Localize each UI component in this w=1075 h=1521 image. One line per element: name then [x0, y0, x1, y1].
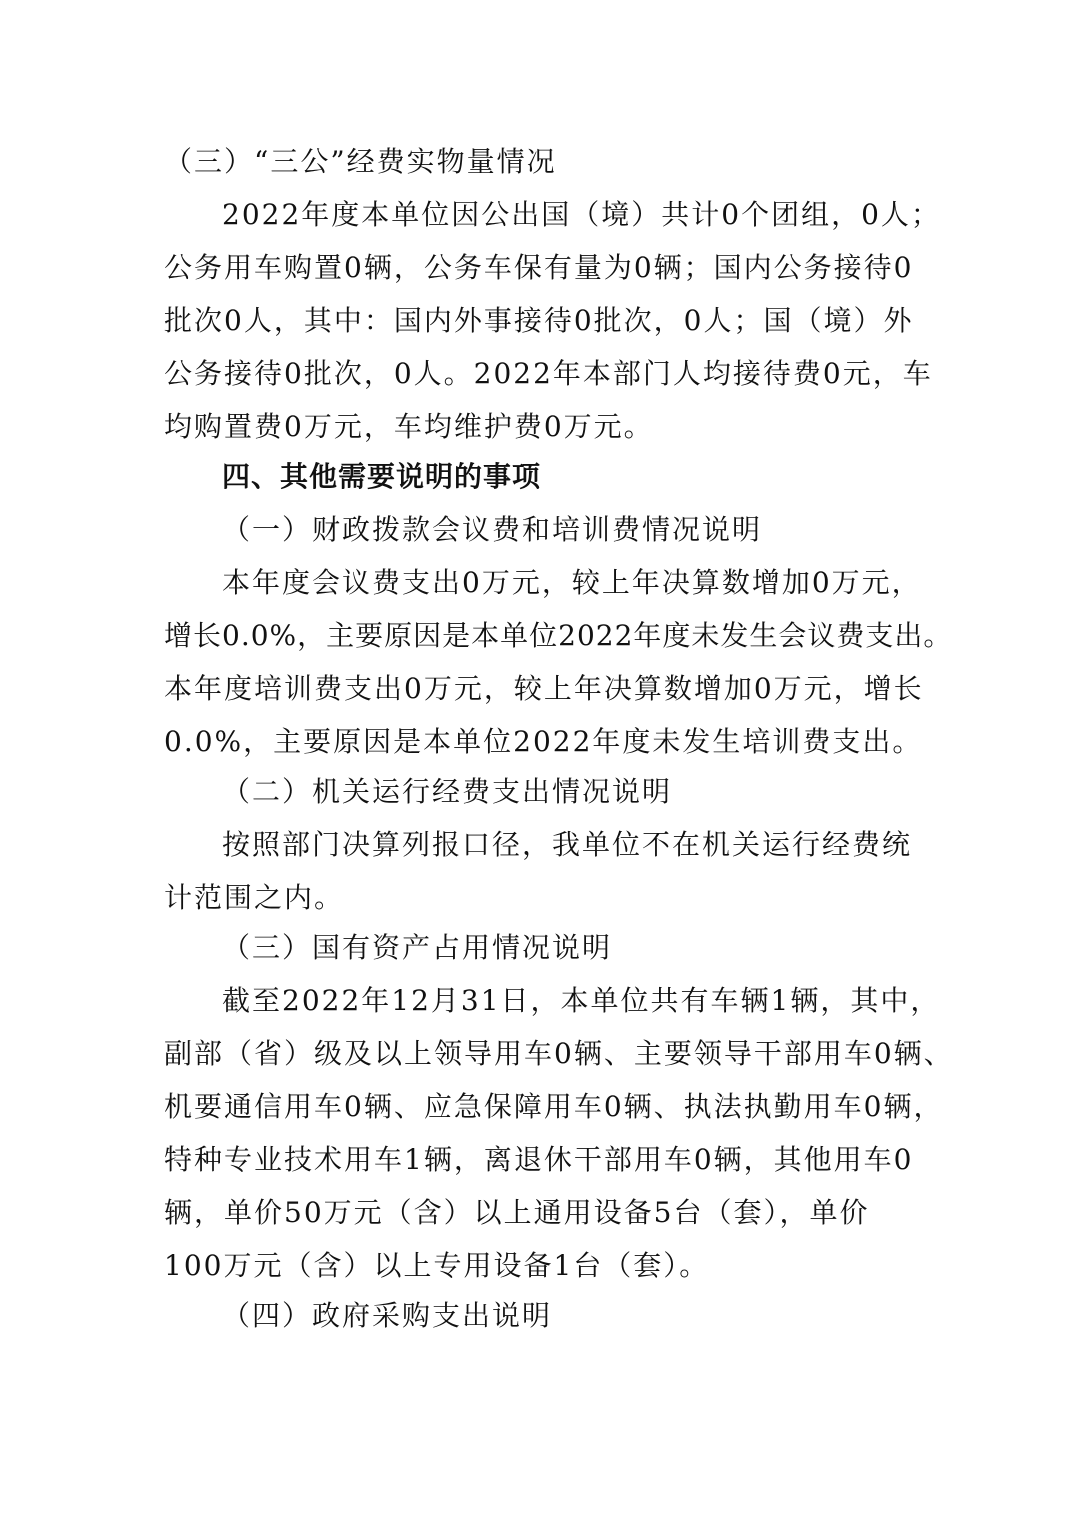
- paragraph-line: 均购置费0万元，车均维护费0万元。: [164, 410, 654, 443]
- paragraph-line: 2022年度本单位因公出国（境）共计0个团组，0人；: [222, 198, 941, 231]
- paragraph-line: 批次0人，其中：国内外事接待0批次，0人；国（境）外: [164, 304, 914, 337]
- paragraph-line: 特种专业技术用车1辆，离退休干部用车0辆，其他用车0: [164, 1143, 914, 1176]
- section-heading-other-matters: 四、其他需要说明的事项: [222, 460, 542, 493]
- paragraph-line: 公务用车购置0辆，公务车保有量为0辆；国内公务接待0: [164, 251, 914, 284]
- subheading-operating-expenses: （二）机关运行经费支出情况说明: [222, 775, 673, 808]
- paragraph-line: 计范围之内。: [164, 881, 345, 914]
- paragraph-line: 本年度会议费支出0万元，较上年决算数增加0万元，: [222, 566, 922, 599]
- paragraph-line: 副部（省）级及以上领导用车0辆、主要领导干部用车0辆、: [164, 1037, 954, 1070]
- paragraph-line: 增长0.0%，主要原因是本单位2022年度未发生会议费支出。: [164, 619, 953, 652]
- paragraph-line: 本年度培训费支出0万元，较上年决算数增加0万元，增长: [164, 672, 924, 705]
- paragraph-line: 机要通信用车0辆、应急保障用车0辆、执法执勤用车0辆，: [164, 1090, 944, 1123]
- paragraph-line: 公务接待0批次，0人。2022年本部门人均接待费0元，车: [164, 357, 933, 390]
- paragraph-line: 截至2022年12月31日，本单位共有车辆1辆，其中，: [222, 984, 941, 1017]
- paragraph-line: 100万元（含）以上专用设备1台（套）。: [164, 1249, 710, 1282]
- subheading-government-procurement: （四）政府采购支出说明: [222, 1299, 553, 1332]
- paragraph-line: 辆，单价50万元（含）以上通用设备5台（套），单价: [164, 1196, 870, 1229]
- subheading-three-public-quantity: （三）“三公”经费实物量情况: [164, 145, 557, 178]
- subheading-meeting-training: （一）财政拨款会议费和培训费情况说明: [222, 513, 763, 546]
- subheading-state-assets: （三）国有资产占用情况说明: [222, 931, 613, 964]
- paragraph-line: 0.0%，主要原因是本单位2022年度未发生培训费支出。: [164, 725, 923, 758]
- paragraph-line: 按照部门决算列报口径，我单位不在机关运行经费统: [222, 828, 913, 861]
